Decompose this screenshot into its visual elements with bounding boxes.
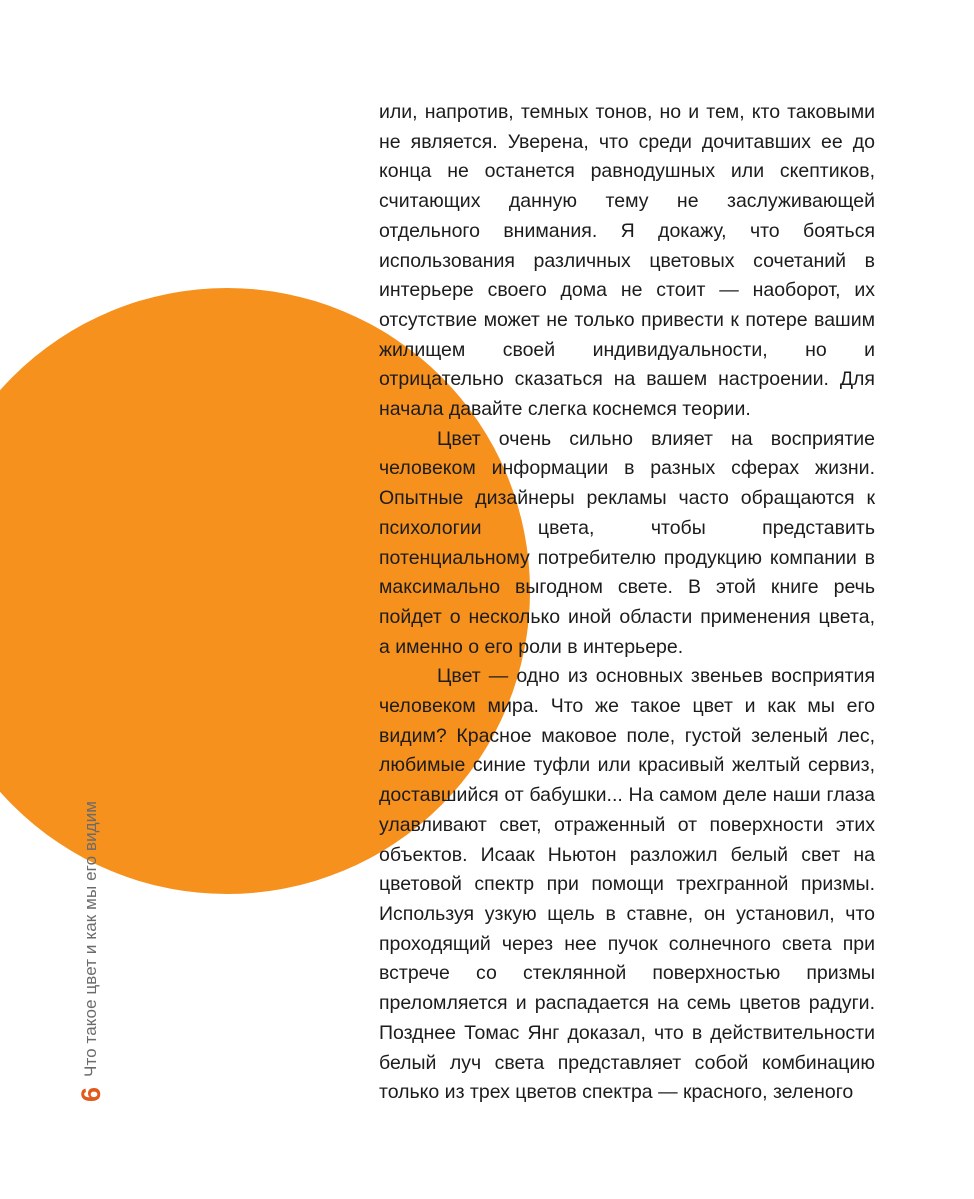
page-number: 6 bbox=[76, 1086, 106, 1102]
margin-caption bbox=[76, 702, 106, 1102]
paragraph-1: или, напротив, темных тонов, но и тем, кто таковыми не является. Уверена, что среди дочитавших ее до конца не останется равнодушных или скептиков, считающих данную тему не заслуживающей отдельного внимания. Я докажу, что бояться использования различных цветовых сочетаний в интерьере своего дома не стоит — наоборот, их отсутствие может не только привести к потере вашим жилищем своей индивидуальности, но и отрицательно сказаться на вашем настроении. Для начала давайте слегка коснемся теории. bbox=[379, 101, 875, 421]
body-text-column bbox=[379, 98, 875, 1108]
paragraph-3: Цвет — одно из основных звеньев восприятия человеком мира. Что же такое цвет и как мы его видим? Красное маковое поле, густой зеленый лес, любимые синие туфли или красивый желтый сервиз, доставшийся от бабушки... На самом деле наши глаза улавливают свет, отраженный от поверхности этих объектов. Исаак Ньютон разложил белый свет на цветовой спектр при помощи трехгранной призмы. Используя узкую щель в ставне, он установил, что проходящий через нее пучок солнечного света при встрече со стеклянной поверхностью призмы преломляется и распадается на семь цветов радуги. Позднее Томас Янг доказал, что в действительности белый луч света представляет собой комбинацию только из трех цветов спектра — красного, зеленого bbox=[379, 665, 875, 1104]
paragraph-2: Цвет очень сильно влияет на восприятие человеком информации в разных сферах жизни. Опытные дизайнеры рекламы часто обращаются к психологии цвета, чтобы представить потенциальному потребителю продукцию компании в максимально выгодном свете. В этой книге речь пойдет о несколько иной области применения цвета, а именно о его роли в интерьере. bbox=[379, 427, 875, 658]
chapter-title: Что такое цвет и как мы его видим bbox=[81, 800, 100, 1077]
